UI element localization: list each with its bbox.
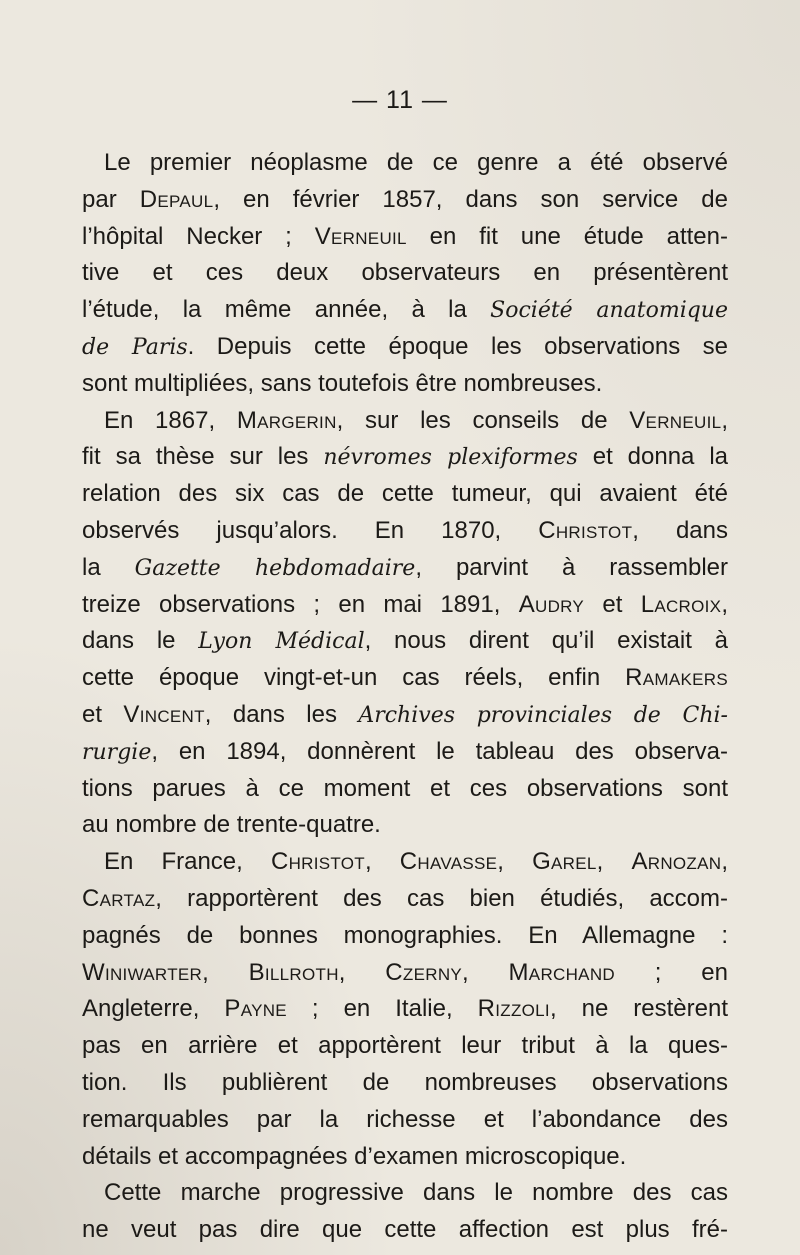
- text-line: Cette marche progressive dans le nombre des cas: [104, 1179, 728, 1207]
- text-line: détails et accompagnées d’examen microscopique.: [82, 1142, 627, 1170]
- page-number: — 11 —: [352, 86, 448, 114]
- author-name: Chavasse: [399, 848, 498, 876]
- text-line: En 1867, Margerin, sur les conseils de Verneuil,: [104, 406, 729, 434]
- text-line: tion. Ils publièrent de nombreuses observations: [82, 1068, 728, 1096]
- text-line: cette époque vingt-et-un cas réels, enfin Ramakers: [82, 664, 728, 692]
- author-name: Ramakers: [625, 664, 728, 692]
- text-line: pagnés de bonnes monographies. En Allemagne :: [82, 921, 728, 949]
- author-name: Christot: [538, 516, 633, 544]
- text-line: de Paris. Depuis cette époque les observations se: [82, 332, 729, 360]
- author-name: Depaul: [139, 185, 214, 213]
- text-line: En France, Christot, Chavasse, Garel, Arnozan,: [104, 848, 728, 876]
- text-line: l’étude, la même année, à la Société anatomique: [82, 296, 728, 324]
- text-line: dans le Lyon Médical, nous dirent qu’il existait à: [82, 627, 728, 655]
- text-line: Le premier néoplasme de ce genre a été observé: [104, 149, 728, 176]
- text-line: au nombre de trente-quatre.: [82, 811, 381, 839]
- author-name: Billroth: [248, 958, 339, 986]
- author-name: Audry: [518, 590, 585, 618]
- text-line: relation des six cas de cette tumeur, qui avaient été: [82, 480, 728, 508]
- text-line: remarquables par la richesse et l’abondance des: [82, 1105, 728, 1133]
- text-line: Angleterre, Payne ; en Italie, Rizzoli, ne restèrent: [82, 995, 728, 1023]
- text-line: la Gazette hebdomadaire, parvint à rassembler: [82, 553, 728, 581]
- text-line: tive et ces deux observateurs en présentèrent: [82, 259, 728, 287]
- text-line: Cartaz, rapportèrent des cas bien étudiés, accom-: [82, 884, 728, 912]
- text-line: fit sa thèse sur les névromes plexiformes et donna la: [82, 443, 729, 471]
- italic-title: Archives provinciales de Chi-: [358, 702, 728, 728]
- body-text: [82, 145, 728, 1249]
- italic-title: Gazette hebdomadaire: [134, 555, 416, 581]
- author-name: Payne: [224, 995, 287, 1023]
- author-name: Garel: [532, 848, 597, 876]
- italic-title: névromes plexiformes: [323, 445, 578, 471]
- author-name: Verneuil: [629, 406, 722, 434]
- text-line: tions parues à ce moment et ces observations sont: [82, 774, 728, 802]
- author-name: Winiwarter: [82, 958, 203, 986]
- text-line: par Depaul, en février 1857, dans son service de: [82, 185, 728, 213]
- author-name: Margerin: [236, 406, 337, 434]
- italic-title: de Paris: [82, 334, 188, 360]
- italic-title: Société anatomique: [490, 298, 728, 324]
- author-name: Arnozan: [631, 848, 722, 876]
- author-name: Verneuil: [314, 222, 407, 250]
- text-line: et Vincent, dans les Archives provinciales de Chi-: [82, 700, 728, 728]
- italic-title: rurgie: [82, 739, 152, 765]
- author-name: Vincent: [123, 700, 205, 728]
- author-name: Rizzoli: [477, 995, 550, 1023]
- text-line: treize observations ; en mai 1891, Audry et Lacroix,: [82, 590, 728, 618]
- text-line: l’hôpital Necker ; Verneuil en fit une étude atten-: [82, 222, 728, 250]
- author-name: Cartaz: [82, 884, 156, 912]
- text-line: Winiwarter, Billroth, Czerny, Marchand ; en: [82, 958, 728, 986]
- author-name: Marchand: [508, 958, 615, 986]
- author-name: Christot: [270, 848, 365, 876]
- author-name: Lacroix: [640, 590, 722, 618]
- italic-title: Lyon Médical: [198, 629, 365, 655]
- text-line: ne veut pas dire que cette affection est plus fré-: [82, 1216, 728, 1244]
- author-name: Czerny: [385, 958, 463, 986]
- text-line: sont multipliées, sans toutefois être nombreuses.: [82, 369, 603, 397]
- text-line: rurgie, en 1894, donnèrent le tableau des observa-: [82, 737, 728, 765]
- text-line: observés jusqu’alors. En 1870, Christot, dans: [82, 516, 728, 544]
- text-line: pas en arrière et apportèrent leur tribut à la ques-: [82, 1032, 728, 1060]
